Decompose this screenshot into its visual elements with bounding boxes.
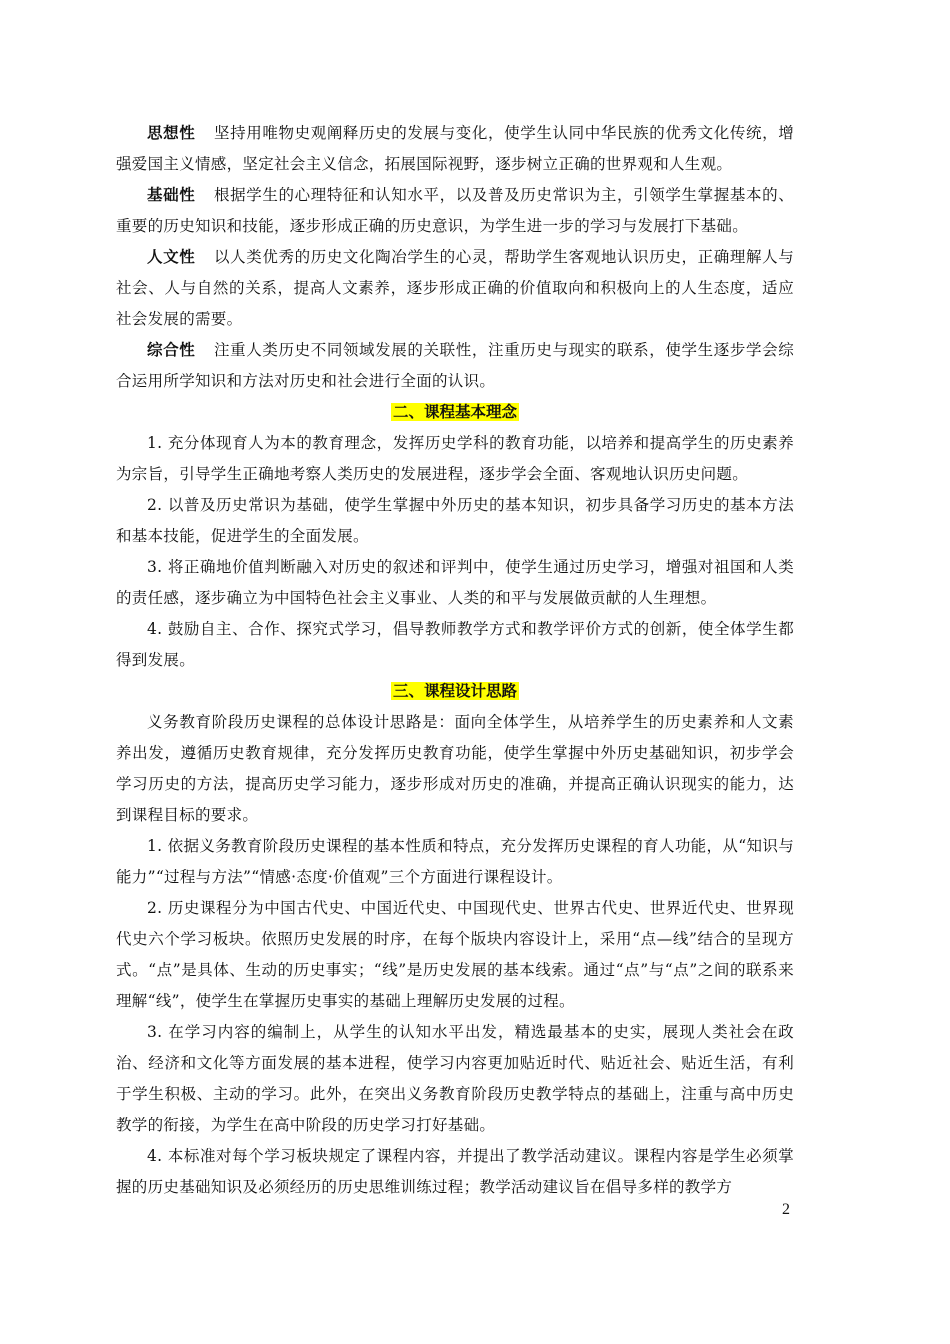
paragraph-text: 坚持用唯物史观阐释历史的发展与变化，使学生认同中华民族的优秀文化传统，增强爱国主义情感，坚定社会主义信念，拓展国际视野，逐步树立正确的世界观和人生观。 xyxy=(116,124,794,173)
paragraph-sixiangxing xyxy=(116,118,794,180)
term-label: 人文性 xyxy=(147,248,196,266)
highlighted-heading-text: 二、课程基本理念 xyxy=(392,403,517,421)
section-heading-basic-concepts xyxy=(116,397,794,428)
paragraph-zonghexing xyxy=(116,335,794,397)
section-design-ideas xyxy=(116,707,794,1203)
section-characteristics xyxy=(116,118,794,397)
paragraph: 3. 将正确地价值判断融入对历史的叙述和评判中，使学生通过历史学习，增强对祖国和人类的责任感，逐步确立为中国特色社会主义事业、人类的和平与发展做贡献的人生理想。 xyxy=(116,558,794,607)
paragraph-text: 以人类优秀的历史文化陶冶学生的心灵，帮助学生客观地认识历史，正确理解人与社会、人与自然的关系，提高人文素养，逐步形成正确的价值取向和积极向上的人生态度，适应社会发展的需要。 xyxy=(116,248,794,328)
paragraph: 2. 历史课程分为中国古代史、中国近代史、中国现代史、世界古代史、世界近代史、世界现代史六个学习板块。依照历史发展的时序，在每个版块内容设计上，采用“点—线”结合的呈现方式。“点”是具体、生动的历史事实；“线”是历史发展的基本线索。通过“点”与“点”之间的联系来理解“线”，使学生在掌握历史事实的基础上理解历史发展的过程。 xyxy=(116,899,794,1010)
term-label: 基础性 xyxy=(147,186,196,204)
paragraph: 1. 充分体现育人为本的教育理念，发挥历史学科的教育功能，以培养和提高学生的历史素养为宗旨，引导学生正确地考察人类历史的发展进程，逐步学会全面、客观地认识历史问题。 xyxy=(116,434,794,483)
paragraph: 4. 本标准对每个学习板块规定了课程内容，并提出了教学活动建议。课程内容是学生必须掌握的历史基础知识及必须经历的历史思维训练过程；教学活动建议旨在倡导多样的教学方 xyxy=(116,1147,794,1196)
highlighted-heading-text: 三、课程设计思路 xyxy=(392,682,517,700)
paragraph-text: 注重人类历史不同领域发展的关联性，注重历史与现实的联系，使学生逐步学会综合运用所学知识和方法对历史和社会进行全面的认识。 xyxy=(116,341,794,390)
document-body xyxy=(116,118,794,1203)
section-heading-design-ideas xyxy=(116,676,794,707)
paragraph: 1. 依据义务教育阶段历史课程的基本性质和特点，充分发挥历史课程的育人功能，从“知识与能力”“过程与方法”“情感·态度·价值观”三个方面进行课程设计。 xyxy=(116,837,794,886)
paragraph: 3. 在学习内容的编制上，从学生的认知水平出发，精选最基本的史实，展现人类社会在政治、经济和文化等方面发展的基本进程，使学习内容更加贴近时代、贴近社会、贴近生活，有利于学生积极、主动的学习。此外，在突出义务教育阶段历史教学特点的基础上，注重与高中历史教学的衔接，为学生在高中阶段的历史学习打好基础。 xyxy=(116,1023,794,1134)
page-number: 2 xyxy=(782,1201,790,1218)
term-label: 思想性 xyxy=(147,124,196,142)
paragraph-renwenxing xyxy=(116,242,794,335)
paragraph: 4. 鼓励自主、合作、探究式学习，倡导教师教学方式和教学评价方式的创新，使全体学生都得到发展。 xyxy=(116,620,794,669)
term-label: 综合性 xyxy=(147,341,196,359)
paragraph: 义务教育阶段历史课程的总体设计思路是：面向全体学生，从培养学生的历史素养和人文素养出发，遵循历史教育规律，充分发挥历史教育功能，使学生掌握中外历史基础知识，初步学会学习历史的方法，提高历史学习能力，逐步形成对历史的准确，并提高正确认识现实的能力，达到课程目标的要求。 xyxy=(116,713,794,824)
paragraph-text: 根据学生的心理特征和认知水平，以及普及历史常识为主，引领学生掌握基本的、重要的历史知识和技能，逐步形成正确的历史意识，为学生进一步的学习与发展打下基础。 xyxy=(116,186,794,235)
section-basic-concepts xyxy=(116,428,794,676)
paragraph: 2. 以普及历史常识为基础，使学生掌握中外历史的基本知识，初步具备学习历史的基本方法和基本技能，促进学生的全面发展。 xyxy=(116,496,794,545)
paragraph-jichuxing xyxy=(116,180,794,242)
